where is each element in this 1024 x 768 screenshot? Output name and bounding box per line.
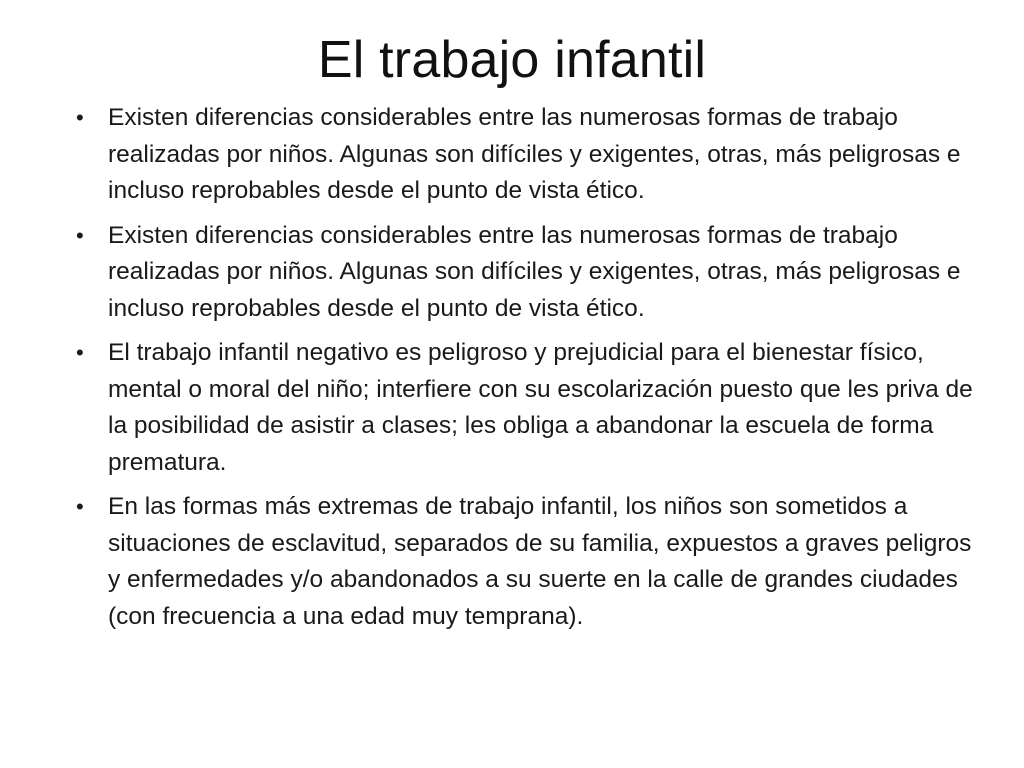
bullet-item: [76, 100, 976, 210]
bullet-text: Existen diferencias considerables entre las numerosas formas de trabajo realizadas por niños. Algunas son difíciles y exigentes, otras, más peligrosas e incluso reprobables desde el punto de vista ético.: [108, 221, 961, 322]
slide-title: El trabajo infantil: [317, 31, 707, 89]
bullet-item: [76, 218, 976, 328]
bullet-text: El trabajo infantil negativo es peligroso y prejudicial para el bienestar físico, mental o moral del niño; interfiere con su escolarización puesto que les priva de la posibilidad de asistir a clases; les obliga a abandonar la escuela de forma prematura.: [108, 339, 973, 476]
bullet-text: Existen diferencias considerables entre las numerosas formas de trabajo realizadas por niños. Algunas son difíciles y exigentes, otras, más peligrosas e incluso reprobables desde el punto de vista ético.: [108, 104, 961, 204]
bullet-dot-icon: •: [76, 494, 84, 519]
bullet-item: [76, 489, 976, 635]
bullet-text: En las formas más extremas de trabajo infantil, los niños son sometidos a situaciones de esclavitud, separados de su familia, expuestos a graves peligros y enfermedades y/o abandonados a su suerte en la calle de grandes ciudades (con frecuencia a una edad muy temprana).: [108, 493, 972, 630]
bullet-list: [76, 100, 976, 643]
bullet-dot-icon: •: [76, 222, 84, 248]
bullet-dot-icon: •: [76, 105, 84, 130]
bullet-item: [76, 335, 976, 481]
bullet-dot-icon: •: [76, 340, 84, 365]
